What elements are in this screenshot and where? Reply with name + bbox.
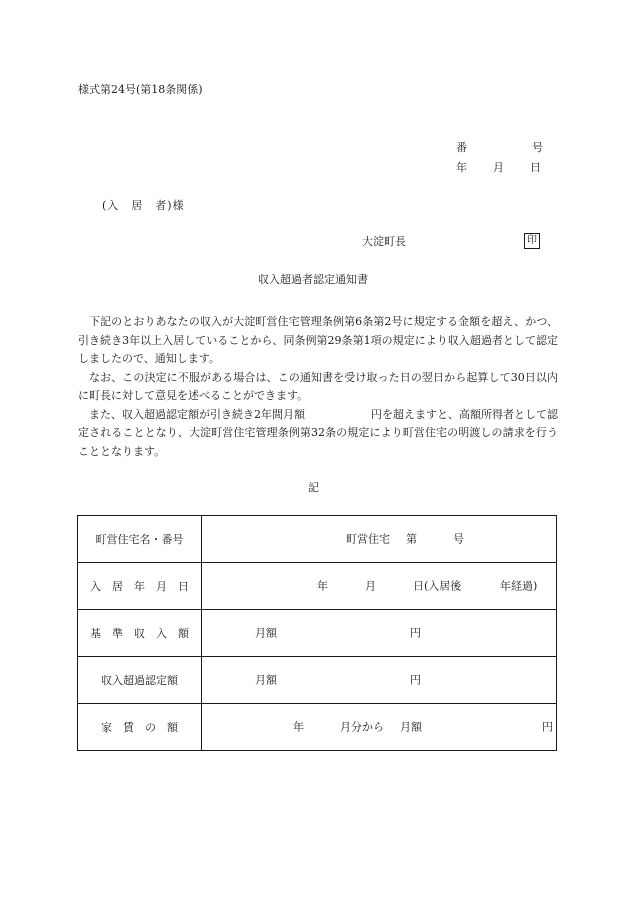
sender-name: 大淀町長	[362, 235, 406, 248]
row-label-move-in-date: 入 居 年 月 日	[78, 563, 202, 610]
rent-yen-unit: 円	[542, 720, 553, 734]
move-in-day: 日(入居後	[413, 579, 462, 593]
housing-number-suffix: 号	[453, 532, 464, 546]
housing-name-text: 町営住宅	[346, 532, 390, 546]
form-number-label: 様式第24号(第18条関係)	[78, 83, 203, 96]
rent-monthly-label: 月額	[400, 720, 422, 734]
row-label-housing: 町営住宅名・番号	[78, 516, 202, 563]
rent-month-from: 月分から	[340, 720, 384, 734]
move-in-date-cell	[202, 563, 557, 610]
excess-income-monthly-label: 月額	[255, 673, 277, 687]
rent-year: 年	[293, 720, 304, 734]
body-text	[78, 313, 558, 461]
date-day-label: 日	[530, 161, 541, 174]
housing-number-prefix: 第	[406, 532, 417, 546]
paragraph-warning: また、収入超過認定額が引き続き2年間月額 円を超えますと、高額所得者として認定されることとなり、大淀町営住宅管理条例第32条の規定により町営住宅の明渡しの請求を行うこととなります。	[78, 407, 558, 458]
table-row	[78, 704, 557, 751]
table-row	[78, 657, 557, 704]
move-in-month: 月	[365, 579, 376, 593]
addressee: (入 居 者)様	[102, 199, 185, 212]
row-label-excess-income: 収入超過認定額	[78, 657, 202, 704]
base-income-yen-unit: 円	[410, 626, 421, 640]
move-in-year: 年	[317, 579, 328, 593]
document-number-suffix: 号	[532, 141, 543, 154]
table-row	[78, 563, 557, 610]
table-row	[78, 516, 557, 563]
base-income-cell	[202, 610, 557, 657]
seal-stamp: 印	[524, 233, 540, 249]
rent-cell	[202, 704, 557, 751]
document-number-label: 番	[456, 141, 467, 154]
document-title: 収入超過者認定通知書	[258, 273, 368, 286]
row-label-rent: 家 賃 の 額	[78, 704, 202, 751]
years-elapsed: 年経過)	[500, 579, 538, 593]
excess-income-yen-unit: 円	[410, 673, 421, 687]
details-table	[77, 515, 557, 751]
date-year-label: 年	[456, 161, 467, 174]
ki-heading: 記	[308, 481, 319, 494]
table-row	[78, 610, 557, 657]
housing-value-cell	[202, 516, 557, 563]
row-label-base-income: 基 準 収 入 額	[78, 610, 202, 657]
date-month-label: 月	[493, 161, 504, 174]
paragraph-notice: 下記のとおりあなたの収入が大淀町営住宅管理条例第6条第2号に規定する金額を超え、かつ、引き続き3年以上入居していることから、同条例第29条第1項の規定により収入超過者として認定しましたので、通知します。	[78, 315, 558, 365]
base-income-monthly-label: 月額	[255, 626, 277, 640]
paragraph-appeal: なお、この決定に不服がある場合は、この通知書を受け取った日の翌日から起算して30日以内に町長に対して意見を述べることができます。	[78, 370, 558, 402]
excess-income-cell	[202, 657, 557, 704]
